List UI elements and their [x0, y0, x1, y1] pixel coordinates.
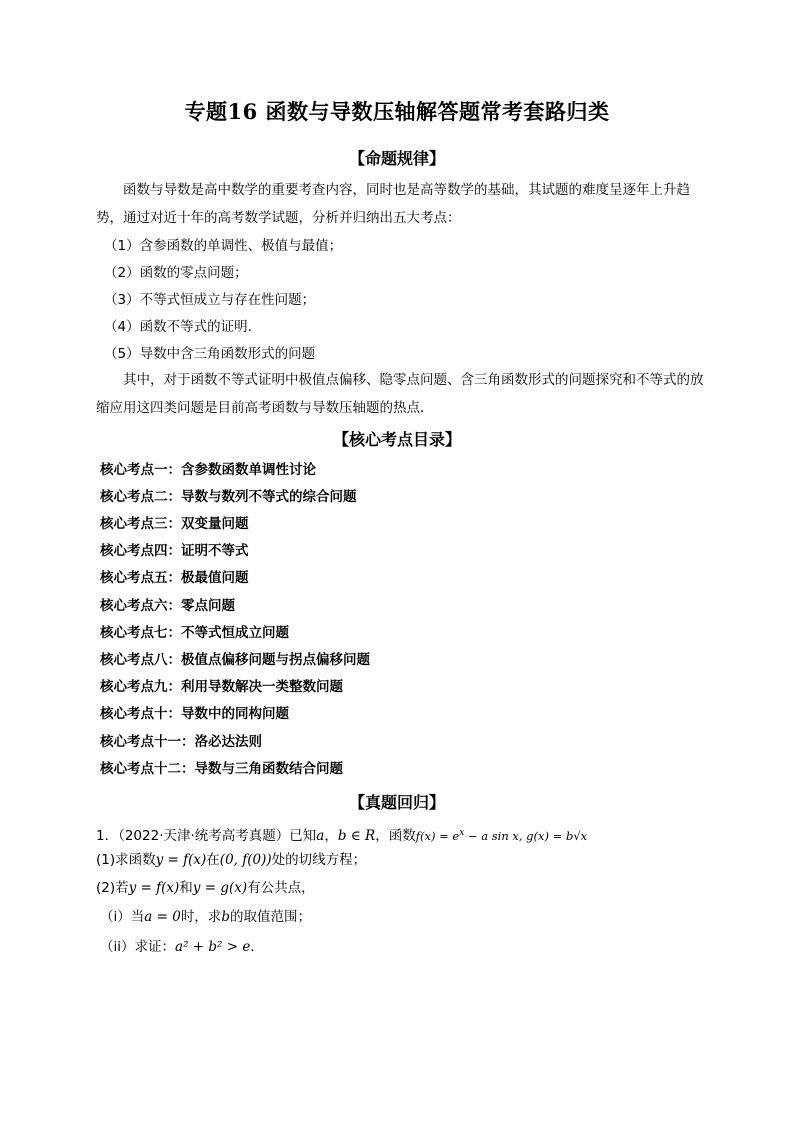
- problem-stem: [96, 824, 587, 845]
- catalog-item-12: 核心考点十二：导数与三角函数结合问题: [100, 761, 343, 777]
- problem-subquestion-2: （ii）求证：a² + b² > e．: [100, 939, 264, 955]
- catalog-item-3: 核心考点三：双变量问题: [100, 516, 249, 532]
- rules-point-5: （5）导数中含三角函数形式的问题: [104, 346, 316, 362]
- problem-question-2: (2)若y = f(x)和y = g(x)有公共点，: [96, 880, 315, 896]
- catalog-item-2: 核心考点二：导数与数列不等式的综合问题: [100, 489, 357, 505]
- problem-subquestion-1: （i）当a = 0时，求b的取值范围；: [100, 909, 311, 925]
- catalog-item-6: 核心考点六：零点问题: [100, 598, 235, 614]
- catalog-item-10: 核心考点十：导数中的同构问题: [100, 706, 289, 722]
- catalog-item-7: 核心考点七：不等式恒成立问题: [100, 625, 289, 641]
- problem-comma: ，: [324, 827, 338, 844]
- catalog-item-11: 核心考点十一：洛必达法则: [100, 734, 262, 750]
- catalog-item-4: 核心考点四：证明不等式: [100, 543, 249, 559]
- page-title: 专题16 函数与导数压轴解答题常考套路归类: [184, 99, 610, 124]
- problem-prefix: 1．（2022·天津·统考高考真题）已知: [96, 827, 317, 844]
- catalog-item-1: 核心考点一：含参数函数单调性讨论: [100, 462, 316, 478]
- problem-b-in-r: b ∈ R: [337, 827, 376, 844]
- problem-var-a: a: [316, 827, 325, 844]
- rules-point-2: （2）函数的零点问题；: [104, 265, 248, 281]
- catalog-item-5: 核心考点五：极最值问题: [100, 570, 249, 586]
- problem-f-definition: $f(x) = e^x - a$ sin x, g(x) = b√x: [415, 828, 588, 843]
- catalog-item-8: 核心考点八：极值点偏移问题与拐点偏移问题: [100, 652, 370, 668]
- rules-intro: 函数与导数是高中数学的重要考查内容，同时也是高等数学的基础，其试题的难度呈逐年上升趋势，通过对近十年的高考数学试题，分析并归纳出五大考点：: [96, 182, 690, 226]
- rules-point-4: （4）函数不等式的证明．: [104, 319, 262, 335]
- review-heading: 【真题回归】: [348, 793, 445, 812]
- rules-point-1: （1）含参函数的单调性、极值与最值；: [104, 238, 343, 254]
- catalog-item-9: 核心考点九：利用导数解决一类整数问题: [100, 679, 343, 695]
- catalog-heading: 【核心考点目录】: [332, 430, 461, 449]
- problem-func-prefix: ，函数: [375, 827, 416, 844]
- problem-question-1: (1)求函数y = f(x)在(0, f(0))处的切线方程；: [96, 852, 367, 868]
- rules-heading: 【命题规律】: [348, 149, 445, 168]
- rules-summary: 其中，对于函数不等式证明中极值点偏移、隐零点问题、含三角函数形式的问题探究和不等式的放缩应用这四类问题是目前高考函数与导数压轴题的热点．: [96, 372, 704, 416]
- rules-point-3: （3）不等式恒成立与存在性问题；: [104, 292, 316, 308]
